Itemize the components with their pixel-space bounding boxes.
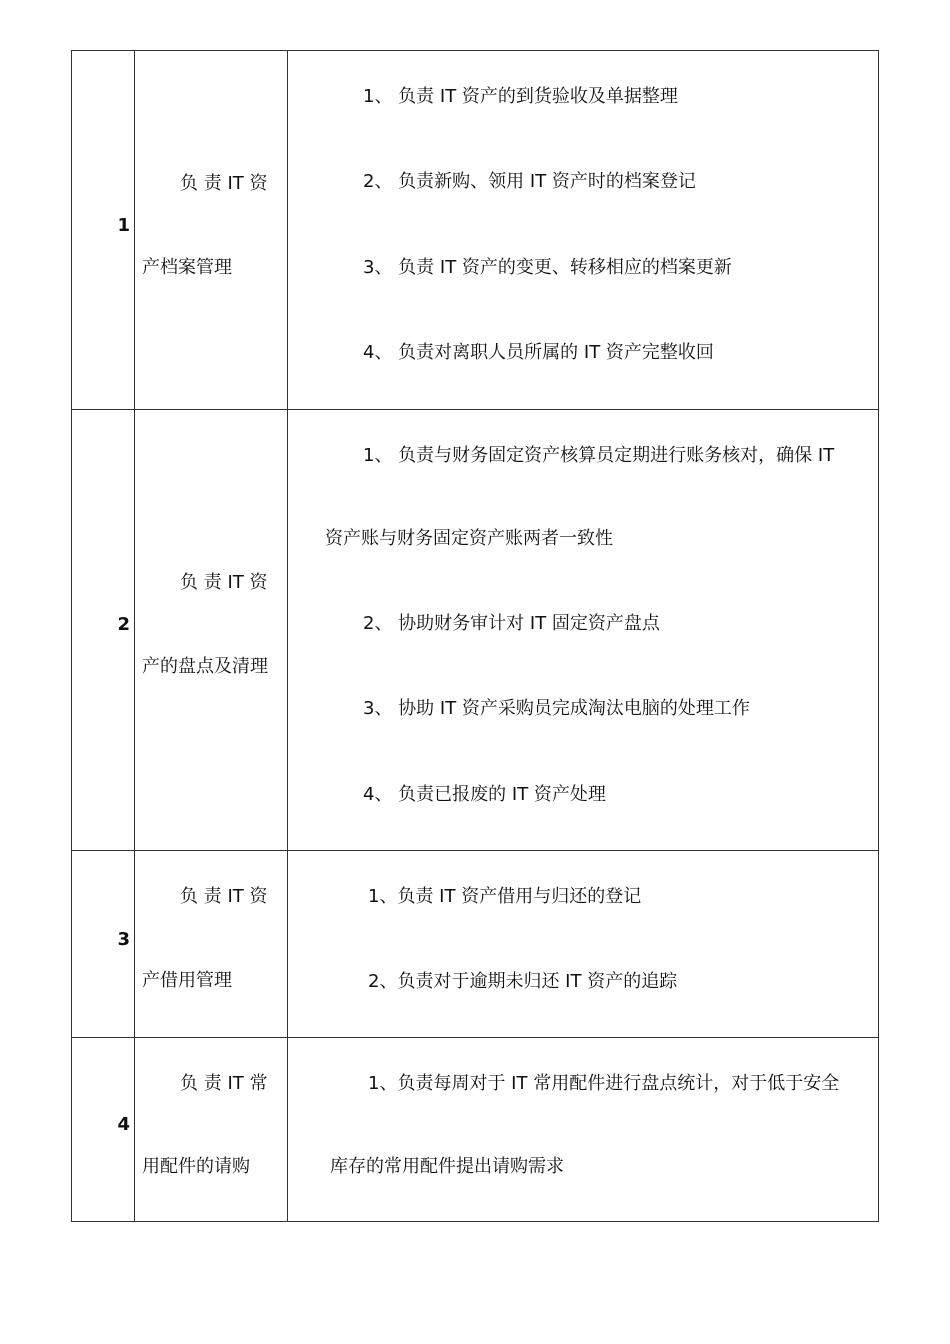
table-row: [72, 851, 878, 1038]
detail-item: 1、负责每周对于 IT 常用配件进行盘点统计，对于低于安全: [368, 1073, 840, 1094]
detail-item: 1、 负责 IT 资产的到货验收及单据整理: [363, 86, 678, 107]
duty-title-cell: [135, 410, 288, 850]
duty-title-line: 产的盘点及清理: [142, 656, 268, 677]
duty-title-line: 负 责 IT 常: [180, 1073, 268, 1094]
table-row: [72, 51, 878, 410]
detail-item: 1、 负责与财务固定资产核算员定期进行账务核对，确保 IT: [363, 445, 835, 466]
duty-title-cell: [135, 851, 288, 1037]
responsibility-table: [71, 50, 879, 1222]
duty-detail-cell: [288, 1038, 878, 1221]
duty-title-line: 产借用管理: [142, 970, 232, 991]
detail-item: 2、 负责新购、领用 IT 资产时的档案登记: [363, 171, 696, 192]
table-row: [72, 410, 878, 851]
table-row: [72, 1038, 878, 1221]
duty-title-line: 负 责 IT 资: [180, 886, 268, 907]
duty-title-line: 产档案管理: [142, 257, 232, 278]
duty-title-line: 用配件的请购: [142, 1156, 250, 1177]
row-number-cell: [72, 51, 135, 409]
detail-item: 2、负责对于逾期未归还 IT 资产的追踪: [368, 971, 678, 992]
duty-detail-cell: [288, 851, 878, 1037]
detail-item: 3、 负责 IT 资产的变更、转移相应的档案更新: [363, 257, 732, 278]
row-number-cell: [72, 851, 135, 1037]
duty-title-line: 负 责 IT 资: [180, 173, 268, 194]
detail-item: 3、 协助 IT 资产采购员完成淘汰电脑的处理工作: [363, 698, 750, 719]
duty-detail-cell: [288, 410, 878, 850]
detail-item: 库存的常用配件提出请购需求: [330, 1156, 564, 1177]
row-number: 2: [117, 614, 130, 635]
detail-item: 1、负责 IT 资产借用与归还的登记: [368, 886, 642, 907]
duty-title-cell: [135, 1038, 288, 1221]
row-number: 3: [117, 929, 130, 950]
row-number: 4: [117, 1114, 130, 1135]
detail-item: 4、 负责已报废的 IT 资产处理: [363, 784, 606, 805]
row-number: 1: [117, 215, 130, 236]
row-number-cell: [72, 1038, 135, 1221]
duty-detail-cell: [288, 51, 878, 409]
duty-title-line: 负 责 IT 资: [180, 572, 268, 593]
detail-item: 资产账与财务固定资产账两者一致性: [325, 528, 613, 549]
detail-item: 2、 协助财务审计对 IT 固定资产盘点: [363, 613, 660, 634]
detail-item: 4、 负责对离职人员所属的 IT 资产完整收回: [363, 342, 714, 363]
row-number-cell: [72, 410, 135, 850]
duty-title-cell: [135, 51, 288, 409]
